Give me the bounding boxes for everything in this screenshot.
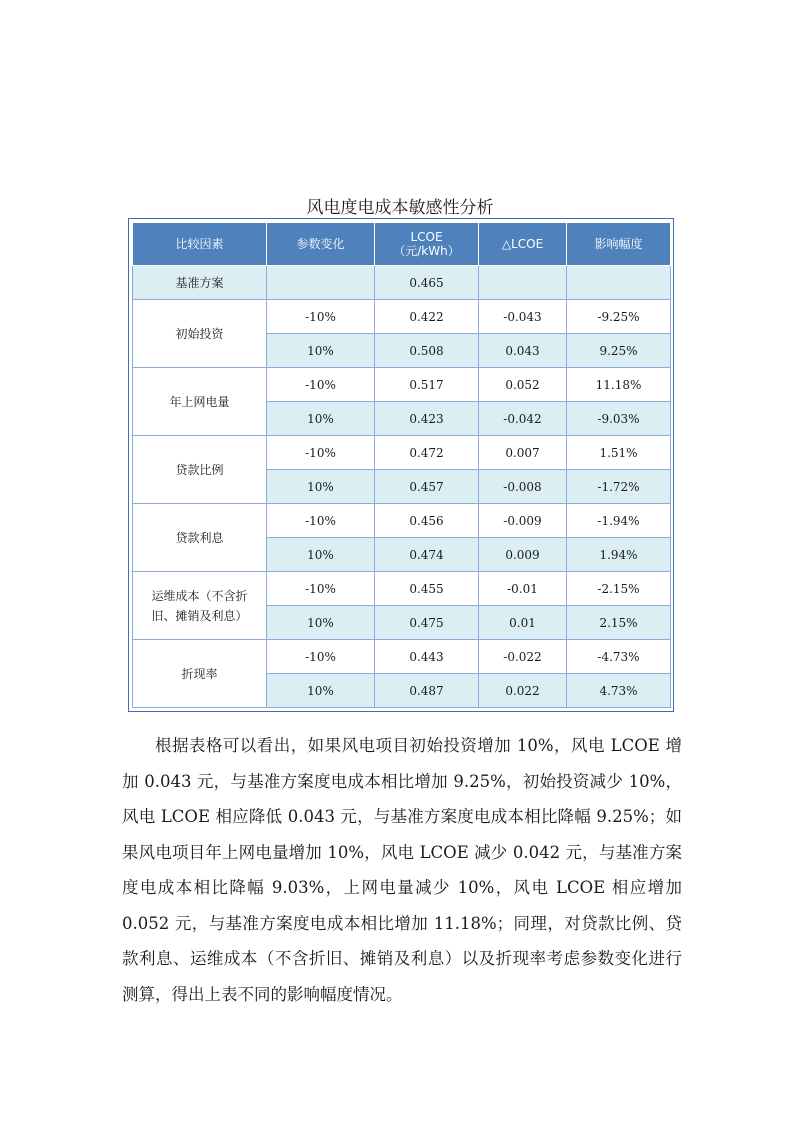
change-cell: 10% xyxy=(267,334,375,368)
table-title: 风电度电成本敏感性分析 xyxy=(306,198,494,218)
factor-cell: 初始投资 xyxy=(133,300,267,368)
impact-cell: 11.18% xyxy=(567,368,671,402)
analysis-text: 根据表格可以看出，如果风电项目初始投资增加 10%，风电 LCOE 增加 0.043 元，与基准方案度电成本相比增加 9.25%，初始投资减少 10%，风电 LCOE 相应降低 0.043 元，与基准方案度电成本相比降幅 9.25%；如果风电项目年上网电量增加 10%，风电 LCOE 减少 0.042 元，与基准方案度电成本相比降幅 9.03%，上网电量减少 10%，风电 LCOE 相应增加 0.052 元，与基准方案度电成本相比增加 11.18%；同理，对贷款比例、贷款利息、运维成本（不含折旧、摊销及利息）以及折现率考虑参数变化进行测算，得出上表不同的影响幅度情况。 xyxy=(122,736,682,1004)
header-change: 参数变化 xyxy=(267,223,375,266)
impact-cell: 2.15% xyxy=(567,606,671,640)
delta-lcoe-cell: -0.043 xyxy=(479,300,567,334)
delta-lcoe-cell: 0.007 xyxy=(479,436,567,470)
baseline-factor: 基准方案 xyxy=(133,266,267,300)
change-cell: -10% xyxy=(267,436,375,470)
lcoe-cell: 0.517 xyxy=(375,368,479,402)
table-row xyxy=(133,572,671,606)
table-row xyxy=(133,300,671,334)
change-cell: -10% xyxy=(267,300,375,334)
lcoe-cell: 0.475 xyxy=(375,606,479,640)
table-row xyxy=(133,436,671,470)
change-cell: 10% xyxy=(267,402,375,436)
impact-cell: -1.94% xyxy=(567,504,671,538)
delta-lcoe-cell: 0.022 xyxy=(479,674,567,708)
factor-cell: 贷款利息 xyxy=(133,504,267,572)
lcoe-cell: 0.508 xyxy=(375,334,479,368)
delta-lcoe-cell: 0.043 xyxy=(479,334,567,368)
sensitivity-table xyxy=(132,222,671,708)
factor-cell: 折现率 xyxy=(133,640,267,708)
table-header-row xyxy=(133,223,671,266)
sensitivity-table-frame xyxy=(128,218,674,712)
change-cell: -10% xyxy=(267,504,375,538)
delta-lcoe-cell: 0.009 xyxy=(479,538,567,572)
impact-cell: -1.72% xyxy=(567,470,671,504)
delta-lcoe-cell: 0.052 xyxy=(479,368,567,402)
baseline-change xyxy=(267,266,375,300)
factor-cell: 贷款比例 xyxy=(133,436,267,504)
lcoe-cell: 0.487 xyxy=(375,674,479,708)
analysis-paragraph xyxy=(122,728,682,1012)
change-cell: -10% xyxy=(267,640,375,674)
delta-lcoe-cell: -0.01 xyxy=(479,572,567,606)
baseline-impact xyxy=(567,266,671,300)
impact-cell: 4.73% xyxy=(567,674,671,708)
factor-cell: 运维成本（不含折旧、摊销及利息） xyxy=(133,572,267,640)
change-cell: 10% xyxy=(267,538,375,572)
lcoe-cell: 0.423 xyxy=(375,402,479,436)
impact-cell: -9.03% xyxy=(567,402,671,436)
delta-lcoe-cell: 0.01 xyxy=(479,606,567,640)
impact-cell: -2.15% xyxy=(567,572,671,606)
header-delta-lcoe: △LCOE xyxy=(479,223,567,266)
header-lcoe: LCOE （元/kWh） xyxy=(375,223,479,266)
lcoe-cell: 0.455 xyxy=(375,572,479,606)
delta-lcoe-cell: -0.009 xyxy=(479,504,567,538)
impact-cell: -9.25% xyxy=(567,300,671,334)
change-cell: 10% xyxy=(267,606,375,640)
lcoe-cell: 0.457 xyxy=(375,470,479,504)
table-row xyxy=(133,368,671,402)
lcoe-cell: 0.456 xyxy=(375,504,479,538)
baseline-row xyxy=(133,266,671,300)
lcoe-cell: 0.474 xyxy=(375,538,479,572)
baseline-lcoe: 0.465 xyxy=(375,266,479,300)
table-row xyxy=(133,504,671,538)
lcoe-cell: 0.422 xyxy=(375,300,479,334)
impact-cell: 9.25% xyxy=(567,334,671,368)
baseline-delta xyxy=(479,266,567,300)
header-impact: 影响幅度 xyxy=(567,223,671,266)
impact-cell: 1.51% xyxy=(567,436,671,470)
change-cell: 10% xyxy=(267,470,375,504)
impact-cell: 1.94% xyxy=(567,538,671,572)
change-cell: -10% xyxy=(267,572,375,606)
impact-cell: -4.73% xyxy=(567,640,671,674)
header-factor: 比较因素 xyxy=(133,223,267,266)
change-cell: 10% xyxy=(267,674,375,708)
factor-cell: 年上网电量 xyxy=(133,368,267,436)
delta-lcoe-cell: -0.042 xyxy=(479,402,567,436)
delta-lcoe-cell: -0.022 xyxy=(479,640,567,674)
delta-lcoe-cell: -0.008 xyxy=(479,470,567,504)
lcoe-cell: 0.443 xyxy=(375,640,479,674)
change-cell: -10% xyxy=(267,368,375,402)
table-row xyxy=(133,640,671,674)
lcoe-cell: 0.472 xyxy=(375,436,479,470)
